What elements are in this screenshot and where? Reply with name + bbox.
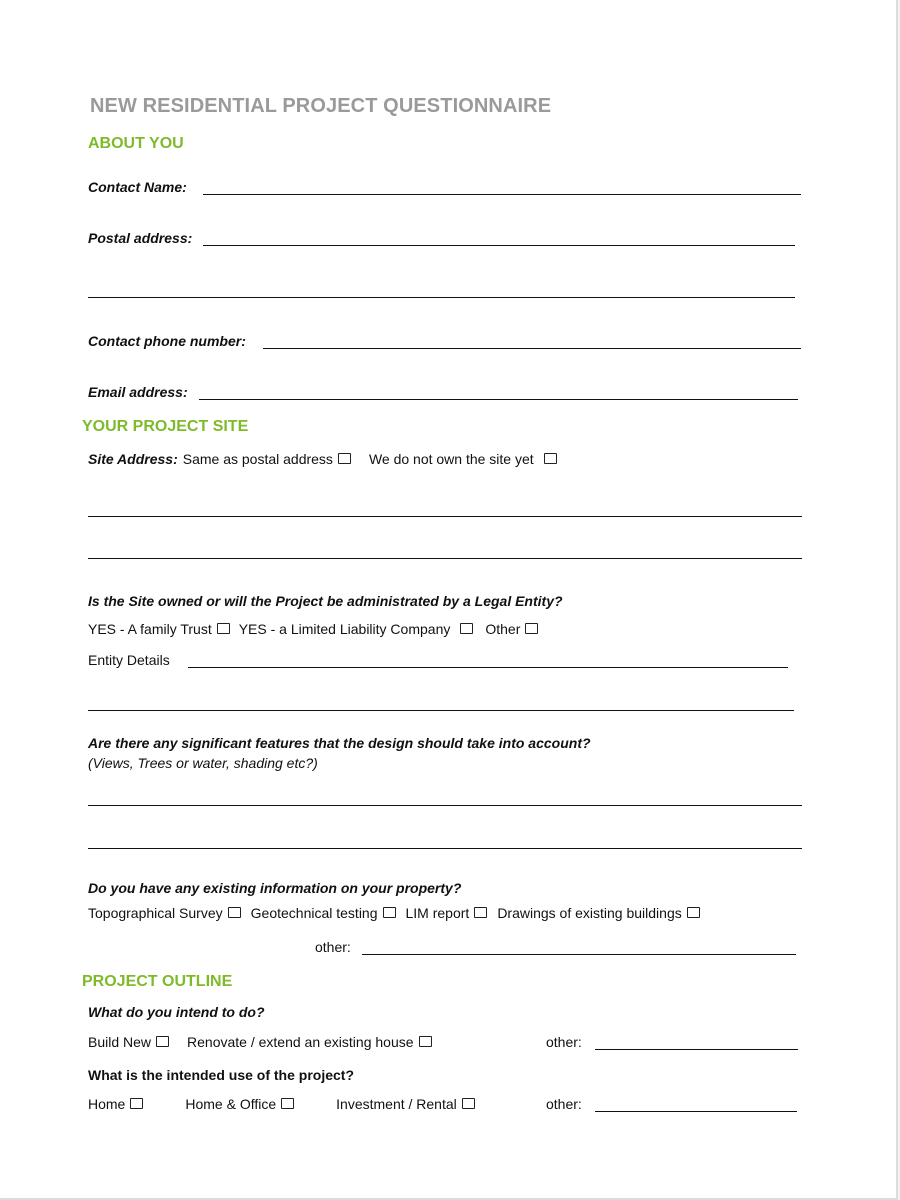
existing-info-other-field[interactable] (362, 939, 796, 955)
investment-rental-label: Investment / Rental (336, 1096, 457, 1112)
use-options (88, 1096, 475, 1112)
drawings-existing-checkbox[interactable] (687, 907, 700, 918)
entity-details-field-line2[interactable] (88, 695, 794, 711)
existing-info-options (88, 905, 700, 921)
geotechnical-testing-label: Geotechnical testing (250, 905, 378, 921)
postal-address-field[interactable] (203, 230, 795, 246)
do-not-own-label: We do not own the site yet (368, 451, 534, 467)
legal-entity-question: Is the Site owned or will the Project be administrated by a Legal Entity? (88, 593, 563, 609)
lim-report-label: LIM report (405, 905, 470, 921)
intend-other-field[interactable] (595, 1034, 798, 1050)
contact-phone-field[interactable] (263, 333, 801, 349)
lim-report-checkbox[interactable] (474, 907, 487, 918)
other-label: Other (485, 621, 521, 637)
page-title: NEW RESIDENTIAL PROJECT QUESTIONNAIRE (90, 95, 552, 117)
home-office-label: Home & Office (185, 1096, 277, 1112)
topographical-survey-checkbox[interactable] (228, 907, 241, 918)
features-field-line1[interactable] (88, 790, 802, 806)
use-question: What is the intended use of the project? (88, 1067, 355, 1083)
drawings-existing-label: Drawings of existing buildings (497, 905, 682, 921)
intend-other-label: other: (546, 1034, 582, 1050)
contact-name-field[interactable] (203, 179, 801, 195)
intend-question: What do you intend to do? (88, 1004, 265, 1020)
yes-family-trust-checkbox[interactable] (217, 623, 230, 634)
home-label: Home (88, 1096, 126, 1112)
entity-details-field[interactable] (188, 652, 788, 668)
site-address-field-line2[interactable] (88, 543, 802, 559)
site-address-field-line1[interactable] (88, 501, 802, 517)
intend-options (88, 1034, 432, 1050)
use-other-label: other: (546, 1096, 582, 1112)
same-as-postal-label: Same as postal address (182, 451, 333, 467)
features-field-line2[interactable] (88, 833, 802, 849)
email-address-label: Email address: (88, 384, 188, 400)
geotechnical-testing-checkbox[interactable] (383, 907, 396, 918)
postal-address-label: Postal address: (88, 230, 193, 246)
home-checkbox[interactable] (130, 1098, 143, 1109)
renovate-label: Renovate / extend an existing house (187, 1034, 414, 1050)
postal-address-field-line2[interactable] (88, 282, 795, 298)
build-new-checkbox[interactable] (156, 1036, 169, 1047)
existing-info-other-label: other: (315, 939, 351, 955)
other-checkbox[interactable] (525, 623, 538, 634)
contact-name-label: Contact Name: (88, 179, 187, 195)
yes-llc-label: YES - a Limited Liability Company (238, 621, 451, 637)
section-project-site: YOUR PROJECT SITE (82, 418, 249, 435)
contact-phone-label: Contact phone number: (88, 333, 246, 349)
site-address-label: Site Address: (88, 451, 178, 467)
yes-family-trust-label: YES - A family Trust (88, 621, 212, 637)
features-hint: (Views, Trees or water, shading etc?) (88, 755, 318, 771)
legal-entity-options (88, 621, 538, 637)
investment-rental-checkbox[interactable] (462, 1098, 475, 1109)
do-not-own-checkbox[interactable] (544, 453, 557, 464)
existing-info-question: Do you have any existing information on your property? (88, 880, 462, 896)
renovate-checkbox[interactable] (419, 1036, 432, 1047)
site-address-row (88, 451, 557, 467)
features-question: Are there any significant features that the design should take into account? (88, 735, 591, 751)
use-other-field[interactable] (595, 1096, 797, 1112)
section-project-outline: PROJECT OUTLINE (82, 973, 233, 990)
email-address-field[interactable] (199, 384, 798, 400)
home-office-checkbox[interactable] (281, 1098, 294, 1109)
build-new-label: Build New (88, 1034, 152, 1050)
section-about-you: ABOUT YOU (88, 135, 184, 152)
yes-llc-checkbox[interactable] (460, 623, 473, 634)
topographical-survey-label: Topographical Survey (88, 905, 223, 921)
entity-details-label: Entity Details (88, 652, 170, 668)
same-as-postal-checkbox[interactable] (338, 453, 351, 464)
